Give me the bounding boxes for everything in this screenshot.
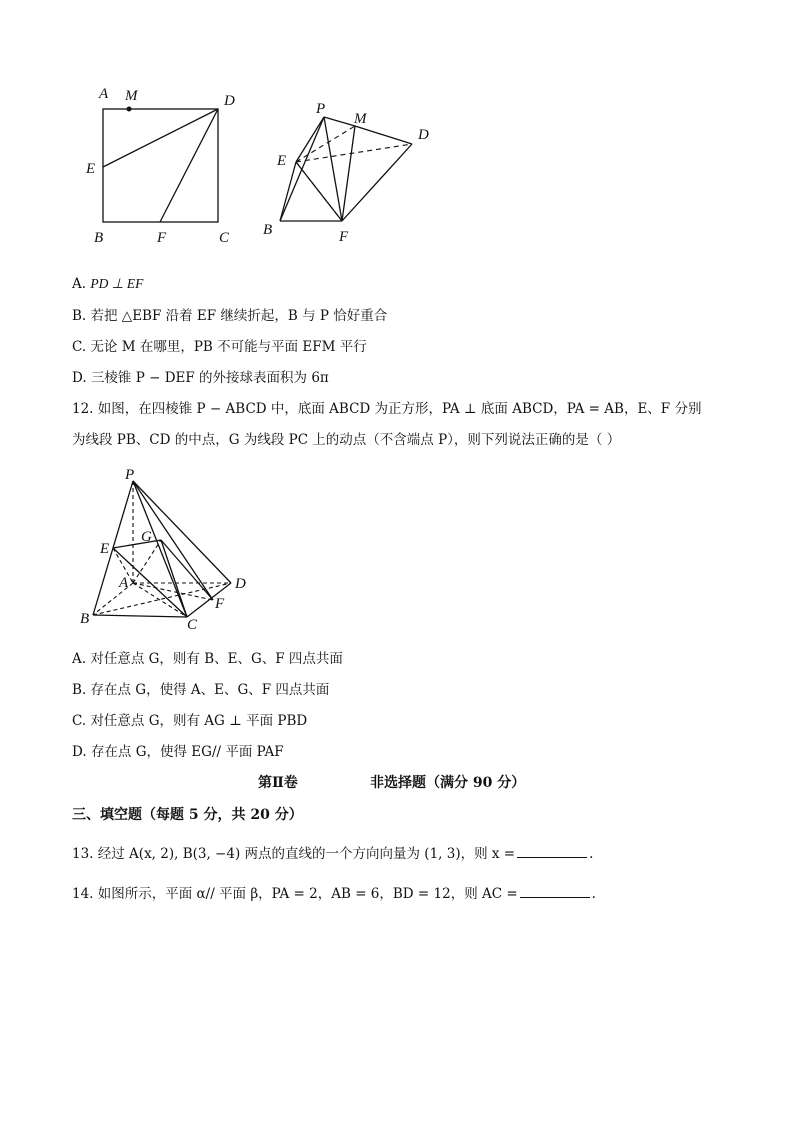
label-B: B (94, 230, 104, 246)
label-M2: M (354, 111, 367, 127)
label-F: F (215, 596, 225, 612)
section-2-title: 第Ⅱ卷 (258, 775, 298, 791)
q12-option-b: B. 存在点 G，使得 A、E、G、F 四点共面 (72, 682, 330, 698)
q11-option-b: B. 若把 △EBF 沿着 EF 继续折起，B 与 P 恰好重合 (72, 308, 388, 324)
label-A: A (119, 575, 129, 591)
answer-blank[interactable] (520, 883, 590, 898)
label-B: B (80, 611, 90, 627)
q12-option-a: A. 对任意点 G，则有 B、E、G、F 四点共面 (72, 651, 343, 667)
label-P: P (125, 467, 135, 483)
label-C: C (219, 230, 230, 246)
label-E: E (100, 541, 110, 557)
label-P: P (316, 101, 326, 117)
label-F2: F (339, 229, 349, 245)
q12-stem-line2: 为线段 PB、CD 的中点，G 为线段 PC 上的动点（不含端点 P），则下列说法正确的是（ ） (72, 432, 621, 448)
answer-blank[interactable] (517, 843, 587, 858)
q12-option-d: D. 存在点 G，使得 EG// 平面 PAF (72, 744, 284, 760)
q12-stem-line1: 12. 如图，在四棱锥 P − ABCD 中，底面 ABCD 为正方形，PA ⊥ 底面 ABCD，PA = AB，E、F 分别 (72, 401, 702, 417)
q14: 14. 如图所示，平面 α// 平面 β，PA = 2，AB = 6，BD = 12，则 AC = . (72, 883, 596, 904)
label-D: D (224, 93, 235, 109)
square-figure (80, 82, 450, 252)
section-3-title: 三、填空题（每题 5 分，共 20 分） (72, 807, 303, 823)
q11-option-d: D. 三棱锥 P − DEF 的外接球表面积为 6π (72, 370, 329, 386)
label-G: G (141, 529, 152, 545)
label-E2: E (277, 153, 287, 169)
label-E: E (86, 161, 96, 177)
label-B2: B (263, 222, 273, 238)
label-A: A (99, 86, 109, 102)
label-D: D (235, 576, 246, 592)
q11-option-c: C. 无论 M 在哪里，PB 不可能与平面 EFM 平行 (72, 339, 367, 355)
label-D2: D (418, 127, 429, 143)
label-C: C (187, 617, 198, 633)
q13: 13. 经过 A(x, 2), B(3, −4) 两点的直线的一个方向向量为 (1, 3)，则 x = . (72, 843, 593, 864)
q12-option-c: C. 对任意点 G，则有 AG ⊥ 平面 PBD (72, 713, 308, 729)
q11-option-a: A. PD ⊥ EF (72, 276, 144, 292)
pyramid-figure (75, 465, 265, 635)
label-M: M (125, 88, 138, 104)
label-F: F (157, 230, 167, 246)
section-2-subtitle: 非选择题（满分 90 分） (370, 775, 526, 791)
